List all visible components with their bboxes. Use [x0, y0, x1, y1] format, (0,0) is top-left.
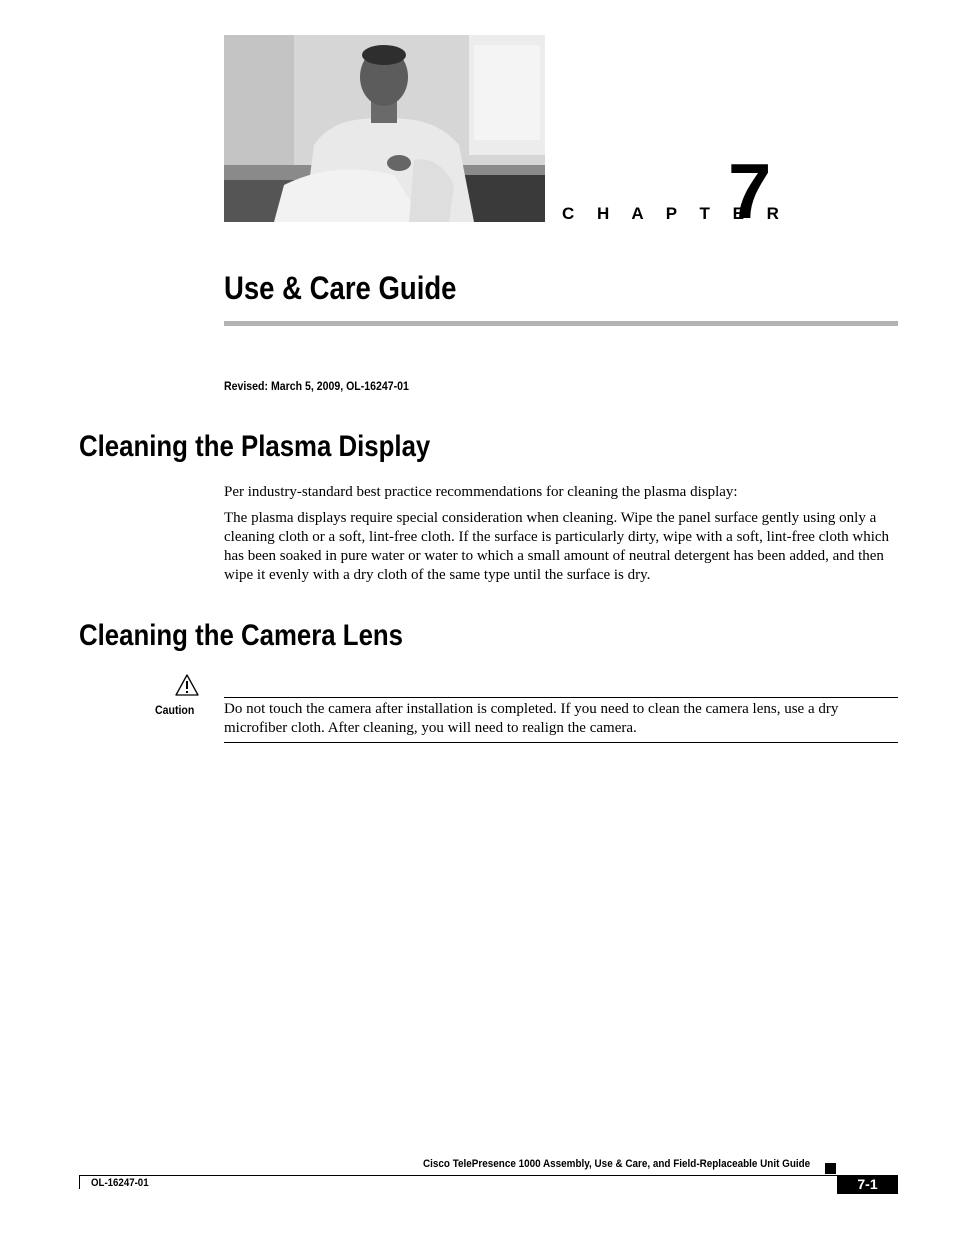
caution-bottom-rule [224, 742, 898, 743]
caution-text: Do not touch the camera after installation is completed. If you need to clean the camera lens, use a dry microfiber cloth. After cleaning, you will need to realign the camera. [224, 701, 839, 736]
footer-rule [79, 1175, 898, 1176]
chapter-label: C H A P T E R [562, 204, 788, 223]
paragraph: Per industry-standard best practice recommendations for cleaning the plasma display: [224, 484, 738, 500]
section-heading-camera: Cleaning the Camera Lens [79, 619, 404, 652]
revision-line: Revised: March 5, 2009, OL-16247-01 [224, 379, 409, 393]
footer-marker [825, 1163, 836, 1174]
title-divider [224, 321, 898, 326]
page-number: 7-1 [837, 1175, 898, 1194]
footer-guide-title: Cisco TelePresence 1000 Assembly, Use & Care, and Field-Replaceable Unit Guide [422, 1158, 810, 1170]
footer-doc-number: OL-16247-01 [91, 1177, 149, 1189]
footer-tick [79, 1175, 80, 1189]
caution-label: Caution [155, 703, 195, 717]
page-title: Use & Care Guide [224, 270, 457, 306]
section-heading-plasma: Cleaning the Plasma Display [79, 430, 431, 463]
paragraph: The plasma displays require special consideration when cleaning. Wipe the panel surface gently using only a cleaning cloth or a soft, lint-free cloth. If the surface is particularly dirty, wipe with a soft, lint-free cloth which has been soaked in pure water or water to which a small amount of neutral detergent has been added, and then wipe it evenly with a dry cloth of the same type until the surface is dry. [224, 510, 890, 583]
warning-triangle-icon [175, 674, 199, 696]
chapter-header-photo [224, 35, 545, 222]
chapter-number: 7 [728, 147, 772, 235]
caution-top-rule [224, 697, 898, 698]
